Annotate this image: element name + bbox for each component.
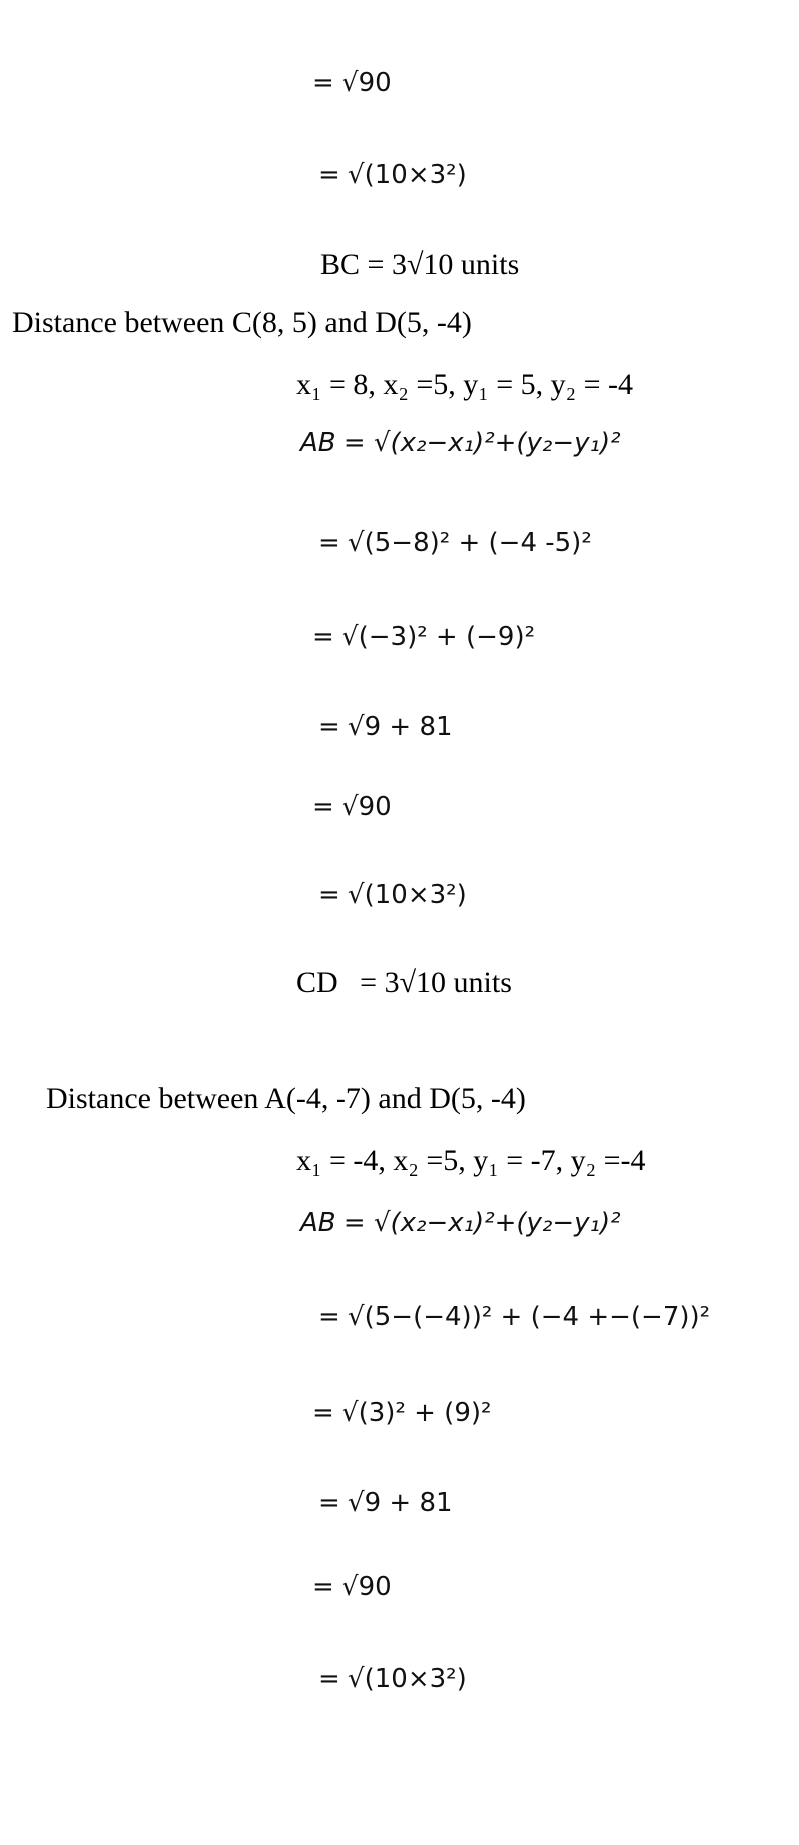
cd-step-4: = √90: [312, 792, 392, 822]
ad-values: x₁ = -4, x₂ =5, y₁ = -7, y₂ =-4: [296, 1144, 646, 1177]
cd-step-2: = √(−3)² + (−9)²: [312, 622, 536, 652]
ad-step-3: = √9 + 81: [318, 1488, 453, 1518]
ad-step-5: = √(10×3²): [318, 1664, 467, 1694]
eq-sqrt-10x3sq-top: = √(10×3²): [318, 160, 467, 190]
ad-heading: Distance between A(-4, -7) and D(5, -4): [46, 1082, 526, 1115]
ad-step-2: = √(3)² + (9)²: [312, 1398, 492, 1428]
cd-result: CD = 3√10 units: [296, 966, 512, 999]
cd-values: x₁ = 8, x₂ =5, y₁ = 5, y₂ = -4: [296, 368, 634, 401]
cd-step-5: = √(10×3²): [318, 880, 467, 910]
ad-step-4: = √90: [312, 1572, 392, 1602]
eq-sqrt-90-top: = √90: [312, 68, 392, 98]
ad-distance-formula: AB = √(x₂−x₁)²+(y₂−y₁)²: [300, 1208, 621, 1238]
ad-step-1: = √(5−(−4))² + (−4 +−(−7))²: [318, 1302, 711, 1332]
cd-distance-formula: AB = √(x₂−x₁)²+(y₂−y₁)²: [300, 428, 621, 458]
cd-heading: Distance between C(8, 5) and D(5, -4): [12, 306, 472, 339]
cd-step-1: = √(5−8)² + (−4 -5)²: [318, 528, 592, 558]
bc-result: BC = 3√10 units: [320, 248, 520, 281]
cd-step-3: = √9 + 81: [318, 712, 453, 742]
